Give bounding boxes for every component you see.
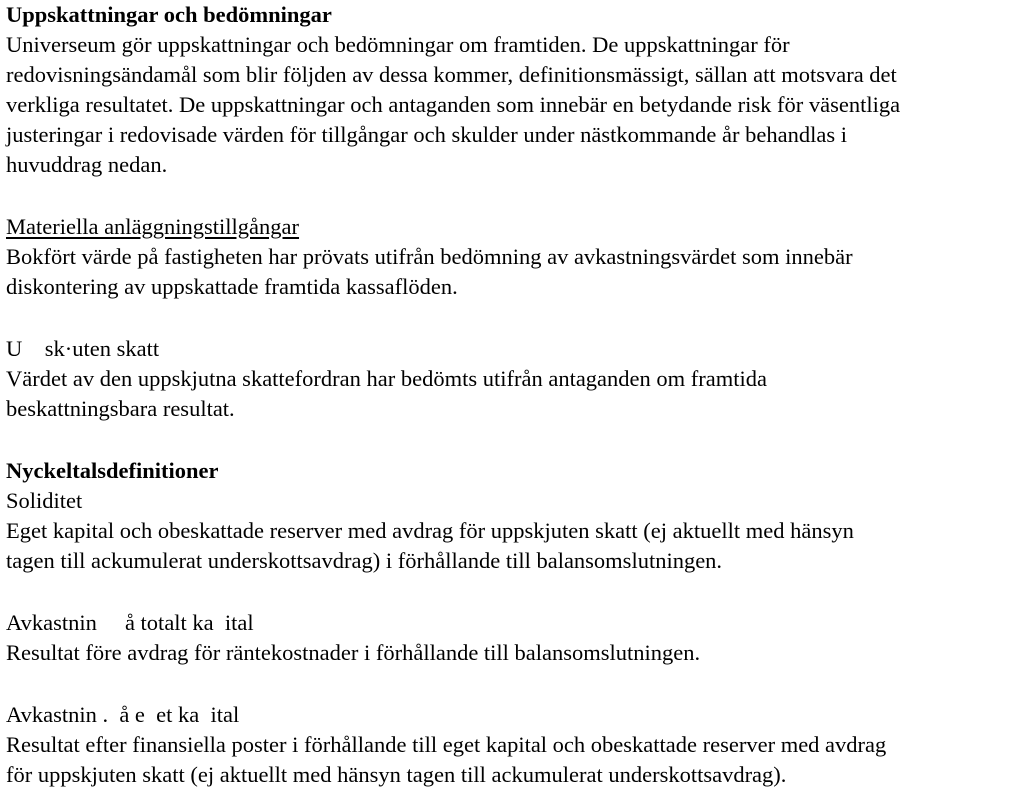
return-equity-section [6, 700, 1020, 790]
estimates-section [6, 0, 1020, 180]
key-ratios-section [6, 456, 1020, 576]
key-ratios-heading: Nyckeltalsdefinitioner [6, 458, 219, 483]
deferred-tax-line: Värdet av den uppskjutna skattefordran har bedömts utifrån antaganden om framtida [6, 366, 767, 391]
estimates-line: Universeum gör uppskattningar och bedömningar om framtiden. De uppskattningar för [6, 32, 790, 57]
document-page [6, 0, 1020, 790]
tangible-assets-section [6, 212, 1020, 302]
return-total-section [6, 608, 1020, 668]
deferred-tax-section [6, 334, 1020, 424]
deferred-tax-heading: U sk·uten skatt [6, 336, 160, 361]
solidity-line: tagen till ackumulerat underskottsavdrag) i förhållande till balansomslutningen. [6, 548, 723, 573]
return-equity-line: Resultat efter finansiella poster i förhållande till eget kapital och obeskattade reserver med avdrag [6, 732, 887, 757]
spacer [6, 424, 1020, 456]
estimates-line: redovisningsändamål som blir följden av dessa kommer, definitionsmässigt, sällan att motsvara det [6, 62, 897, 87]
solidity-title: Soliditet [6, 488, 83, 513]
estimates-line: huvuddrag nedan. [6, 152, 168, 177]
solidity-line: Eget kapital och obeskattade reserver med avdrag för uppskjuten skatt (ej aktuellt med hänsyn [6, 518, 854, 543]
spacer [6, 668, 1020, 700]
spacer [6, 302, 1020, 334]
tangible-assets-line: diskontering av uppskattade framtida kassaflöden. [6, 274, 458, 299]
estimates-heading: Uppskattningar och bedömningar [6, 2, 332, 27]
estimates-line: verkliga resultatet. De uppskattningar och antaganden som innebär en betydande risk för väsentliga [6, 92, 901, 117]
tangible-assets-heading [6, 212, 1020, 242]
return-equity-title: Avkastnin . å e et ka ital [6, 702, 240, 727]
deferred-tax-line: beskattningsbara resultat. [6, 396, 235, 421]
spacer [6, 180, 1020, 212]
tangible-assets-heading-text: Materiella anläggningstillgångar [6, 214, 300, 239]
estimates-line: justeringar i redovisade värden för tillgångar och skulder under nästkommande år behandlas i [6, 122, 847, 147]
return-equity-line: för uppskjuten skatt (ej aktuellt med hänsyn tagen till ackumulerat underskottsavdrag). [6, 762, 787, 787]
return-total-title: Avkastnin å totalt ka ital [6, 610, 254, 635]
return-total-line: Resultat före avdrag för räntekostnader i förhållande till balansomslutningen. [6, 640, 701, 665]
spacer [6, 576, 1020, 608]
tangible-assets-line: Bokfört värde på fastigheten har prövats utifrån bedömning av avkastningsvärdet som innebär [6, 244, 853, 269]
